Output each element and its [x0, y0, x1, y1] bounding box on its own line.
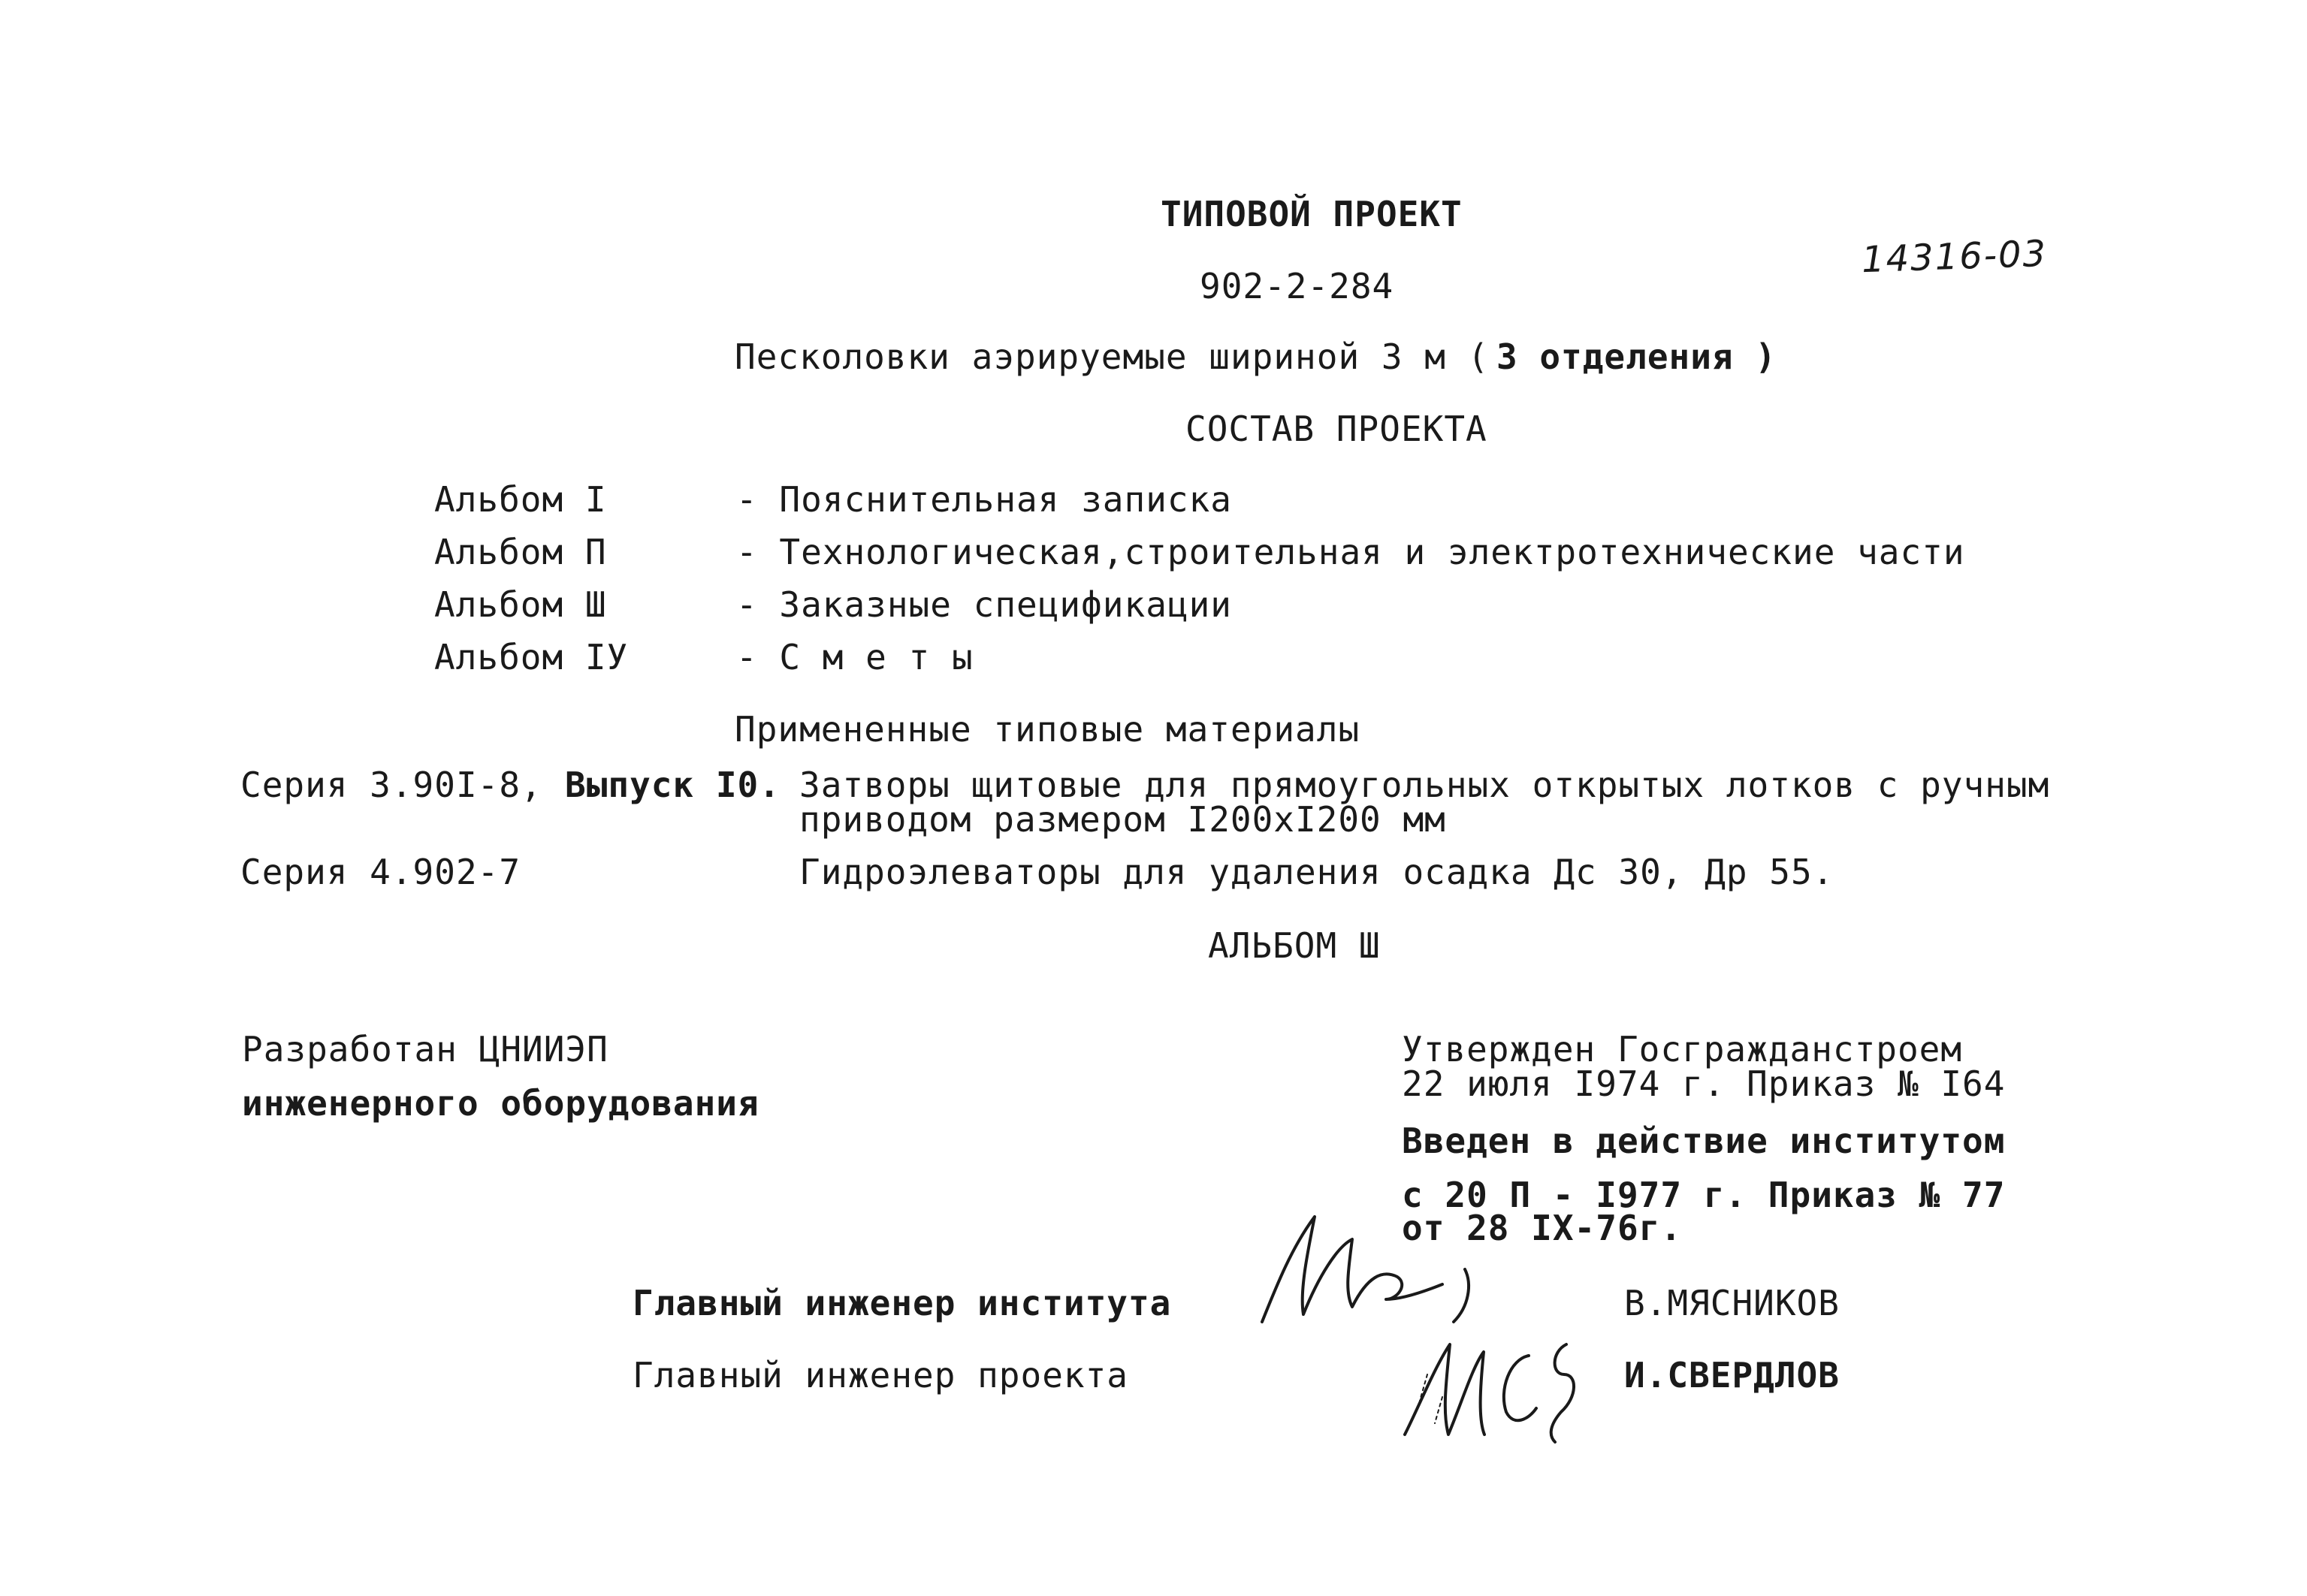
subtitle-bold: 3 отделения )	[1496, 336, 1777, 377]
album-description: - С м е т ы	[736, 637, 974, 677]
signature-role: Главный инженер института	[633, 1283, 1172, 1323]
approval-line: Введен в действие институтом	[1402, 1121, 2006, 1161]
series-number: Серия 4.902-7	[240, 852, 521, 892]
signature-name: В.МЯСНИКОВ	[1624, 1283, 1840, 1323]
album-description: - Пояснительная записка	[736, 479, 1232, 520]
document-title: ТИПОВОЙ ПРОЕКТ	[1161, 194, 1463, 234]
signature-scribble-mjasnikov	[1247, 1194, 1487, 1329]
signature-name: И.СВЕРДЛОВ	[1624, 1355, 1840, 1395]
album-name: Альбом IУ	[434, 637, 629, 677]
album-label: АЛЬБОМ Ш	[1208, 925, 1381, 966]
signature-role: Главный инженер проекта	[633, 1355, 1128, 1395]
signature-scribble-sverdlov	[1397, 1322, 1593, 1450]
handwritten-code: 14316-03	[1861, 232, 2048, 282]
developer-line: инженерного оборудования	[242, 1083, 759, 1124]
series-issue: Выпуск I0.	[565, 765, 781, 805]
series-description-cont: приводом размером I200xI200 мм	[799, 799, 1446, 840]
album-name: Альбом Ш	[434, 584, 607, 625]
project-number: 902-2-284	[1200, 266, 1394, 306]
developer-line: Разработан ЦНИИЭП	[242, 1029, 608, 1070]
approval-line: Утвержден Госгражданстроем	[1402, 1029, 1963, 1070]
album-description: - Технологическая,строительная и электротехнические части	[736, 532, 1965, 572]
approval-line: 22 июля I974 г. Приказ № I64	[1402, 1063, 2006, 1104]
composition-heading: СОСТАВ ПРОЕКТА	[1185, 409, 1487, 449]
series-description: Затворы щитовые для прямоугольных открытых лотков с ручным	[799, 765, 2050, 805]
approval-line: от 28 IX-76г.	[1402, 1208, 1683, 1248]
subtitle-regular: Песколовки аэрируемые шириной 3 м (	[735, 336, 1490, 377]
project-subtitle	[735, 336, 1777, 377]
album-description: - Заказные спецификации	[736, 584, 1232, 625]
approval-line: с 20 П - I977 г. Приказ № 77	[1402, 1175, 2006, 1215]
series-description: Гидроэлеваторы для удаления осадка Дс 30, Др 55.	[799, 852, 1834, 892]
album-name: Альбом I	[434, 479, 607, 520]
series-number: Серия 3.90I-8,	[240, 765, 542, 805]
album-name: Альбом П	[434, 532, 607, 572]
materials-heading: Примененные типовые материалы	[735, 709, 1360, 750]
